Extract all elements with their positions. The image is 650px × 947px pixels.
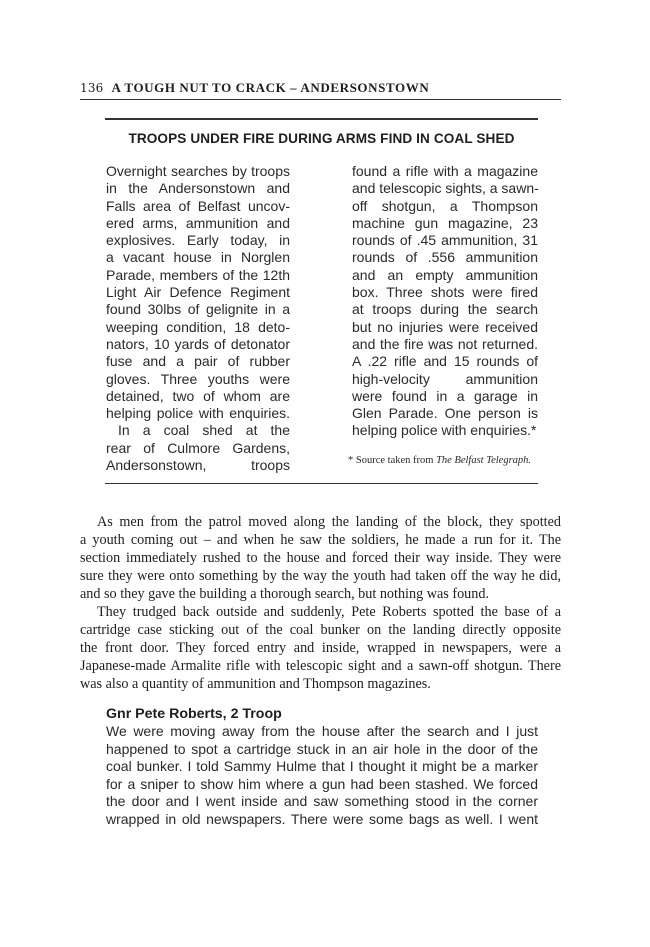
box-left-column bbox=[106, 163, 290, 474]
box-line: Falls area of Belfast uncov- bbox=[106, 197, 290, 214]
box-line: In a coal shed at the bbox=[118, 422, 290, 439]
box-line: off shotgun, a Thompson bbox=[352, 197, 538, 214]
box-right-column bbox=[352, 163, 538, 440]
body-line: cartridge case sticking out of the coal bunker on the landing directly opposite bbox=[80, 622, 561, 638]
box-title: TROOPS UNDER FIRE DURING ARMS FIND IN COAL SHED bbox=[128, 131, 515, 146]
testimony-line: wrapped in old newspapers. There were some bags as well. I went bbox=[106, 810, 538, 827]
box-line: and an empty ammunition bbox=[352, 266, 538, 283]
box-line: machine gun magazine, 23 bbox=[352, 214, 538, 231]
box-line: helping police with enquiries. bbox=[106, 405, 290, 422]
box-line: box. Three shots were fired bbox=[352, 284, 538, 301]
box-line: Light Air Defence Regiment bbox=[106, 284, 290, 301]
box-line: found 30lbs of gelignite in a bbox=[106, 301, 290, 318]
box-top-rule bbox=[105, 118, 538, 120]
box-line: gloves. Three youths were bbox=[106, 370, 290, 387]
body-line: sure they were onto something by the way the youth had taken off the way he did, bbox=[80, 568, 561, 584]
testimony-text bbox=[106, 723, 538, 829]
box-line: rear of Culmore Gardens, bbox=[106, 439, 290, 456]
box-line: and telescopic sights, a sawn- bbox=[352, 180, 539, 197]
box-line: detained, two of whom are bbox=[106, 387, 290, 404]
body-line: They trudged back outside and suddenly, Pete Roberts spotted the base of a bbox=[97, 604, 561, 620]
box-line: found a rifle with a magazine bbox=[352, 163, 538, 179]
testimony-line: happened to spot a cartridge stuck in an air hole in the door of the bbox=[106, 740, 538, 757]
page-number: 136 bbox=[80, 81, 104, 95]
testimony-line: for a sniper to show him where a gun had been stashed. We forced bbox=[106, 775, 538, 792]
box-line: nators, 10 yards of detonator bbox=[106, 335, 290, 352]
box-line: were found in a garage in bbox=[352, 387, 538, 404]
box-line: a vacant house in Norglen bbox=[106, 249, 290, 266]
box-line: weeping condition, 18 deto- bbox=[106, 318, 290, 335]
box-line: explosives. Early today, in bbox=[106, 232, 290, 249]
footnote-source: The Belfast Telegraph. bbox=[436, 455, 532, 466]
header-divider bbox=[80, 99, 561, 100]
box-line: and the fire was not returned. bbox=[352, 335, 538, 352]
box-line: in the Andersonstown and bbox=[106, 180, 290, 197]
box-line: Overnight searches by troops bbox=[106, 163, 290, 179]
body-line: As men from the patrol moved along the landing of the block, they spotted bbox=[97, 514, 561, 530]
box-bottom-rule bbox=[105, 483, 538, 484]
source-footnote bbox=[348, 455, 548, 466]
testimony-line: coal bunker. I told Sammy Hulme that I thought it might be a marker bbox=[106, 758, 538, 775]
body-line: was also a quantity of ammunition and Thompson magazines. bbox=[80, 676, 431, 692]
box-line: Parade, members of the 12th bbox=[106, 266, 290, 283]
box-line: Andersonstown, troops bbox=[106, 457, 290, 474]
testimony-line: We were moving away from the house after the search and I just bbox=[106, 723, 538, 739]
running-head bbox=[80, 80, 560, 98]
box-line: high-velocity ammunition bbox=[352, 370, 538, 387]
box-line: at troops during the search bbox=[352, 301, 538, 318]
testimony-speaker: Gnr Pete Roberts, 2 Troop bbox=[106, 706, 282, 722]
body-line: a youth coming out – and when he saw the soldiers, he made a run for it. The bbox=[80, 532, 561, 548]
box-line: fuse and a pair of rubber bbox=[106, 353, 290, 370]
box-line: helping police with enquiries.* bbox=[352, 422, 537, 439]
box-line: ered arms, ammunition and bbox=[106, 214, 290, 231]
box-line: but no injuries were received bbox=[352, 318, 538, 335]
testimony-line: the door and I went inside and saw something stood in the corner bbox=[106, 793, 538, 810]
body-line: section immediately rushed to the house and forced their way inside. They were bbox=[80, 550, 561, 566]
body-line: the front door. They forced entry and inside, wrapped in newspapers, were a bbox=[80, 640, 561, 656]
box-line: A .22 rifle and 15 rounds of bbox=[352, 353, 538, 370]
body-line: Japanese-made Armalite rifle with telescopic sight and a sawn-off shotgun. There bbox=[80, 658, 561, 674]
body-text bbox=[80, 513, 561, 693]
box-line: rounds of .556 ammunition bbox=[352, 249, 538, 266]
box-line: Glen Parade. One person is bbox=[352, 405, 538, 422]
running-title: A TOUGH NUT TO CRACK – ANDERSONSTOWN bbox=[111, 80, 430, 95]
body-line: and so they gave the building a thorough search, but nothing was found. bbox=[80, 586, 489, 602]
box-line: rounds of .45 ammunition, 31 bbox=[352, 232, 538, 249]
footnote-prefix: * Source taken from bbox=[348, 455, 437, 466]
